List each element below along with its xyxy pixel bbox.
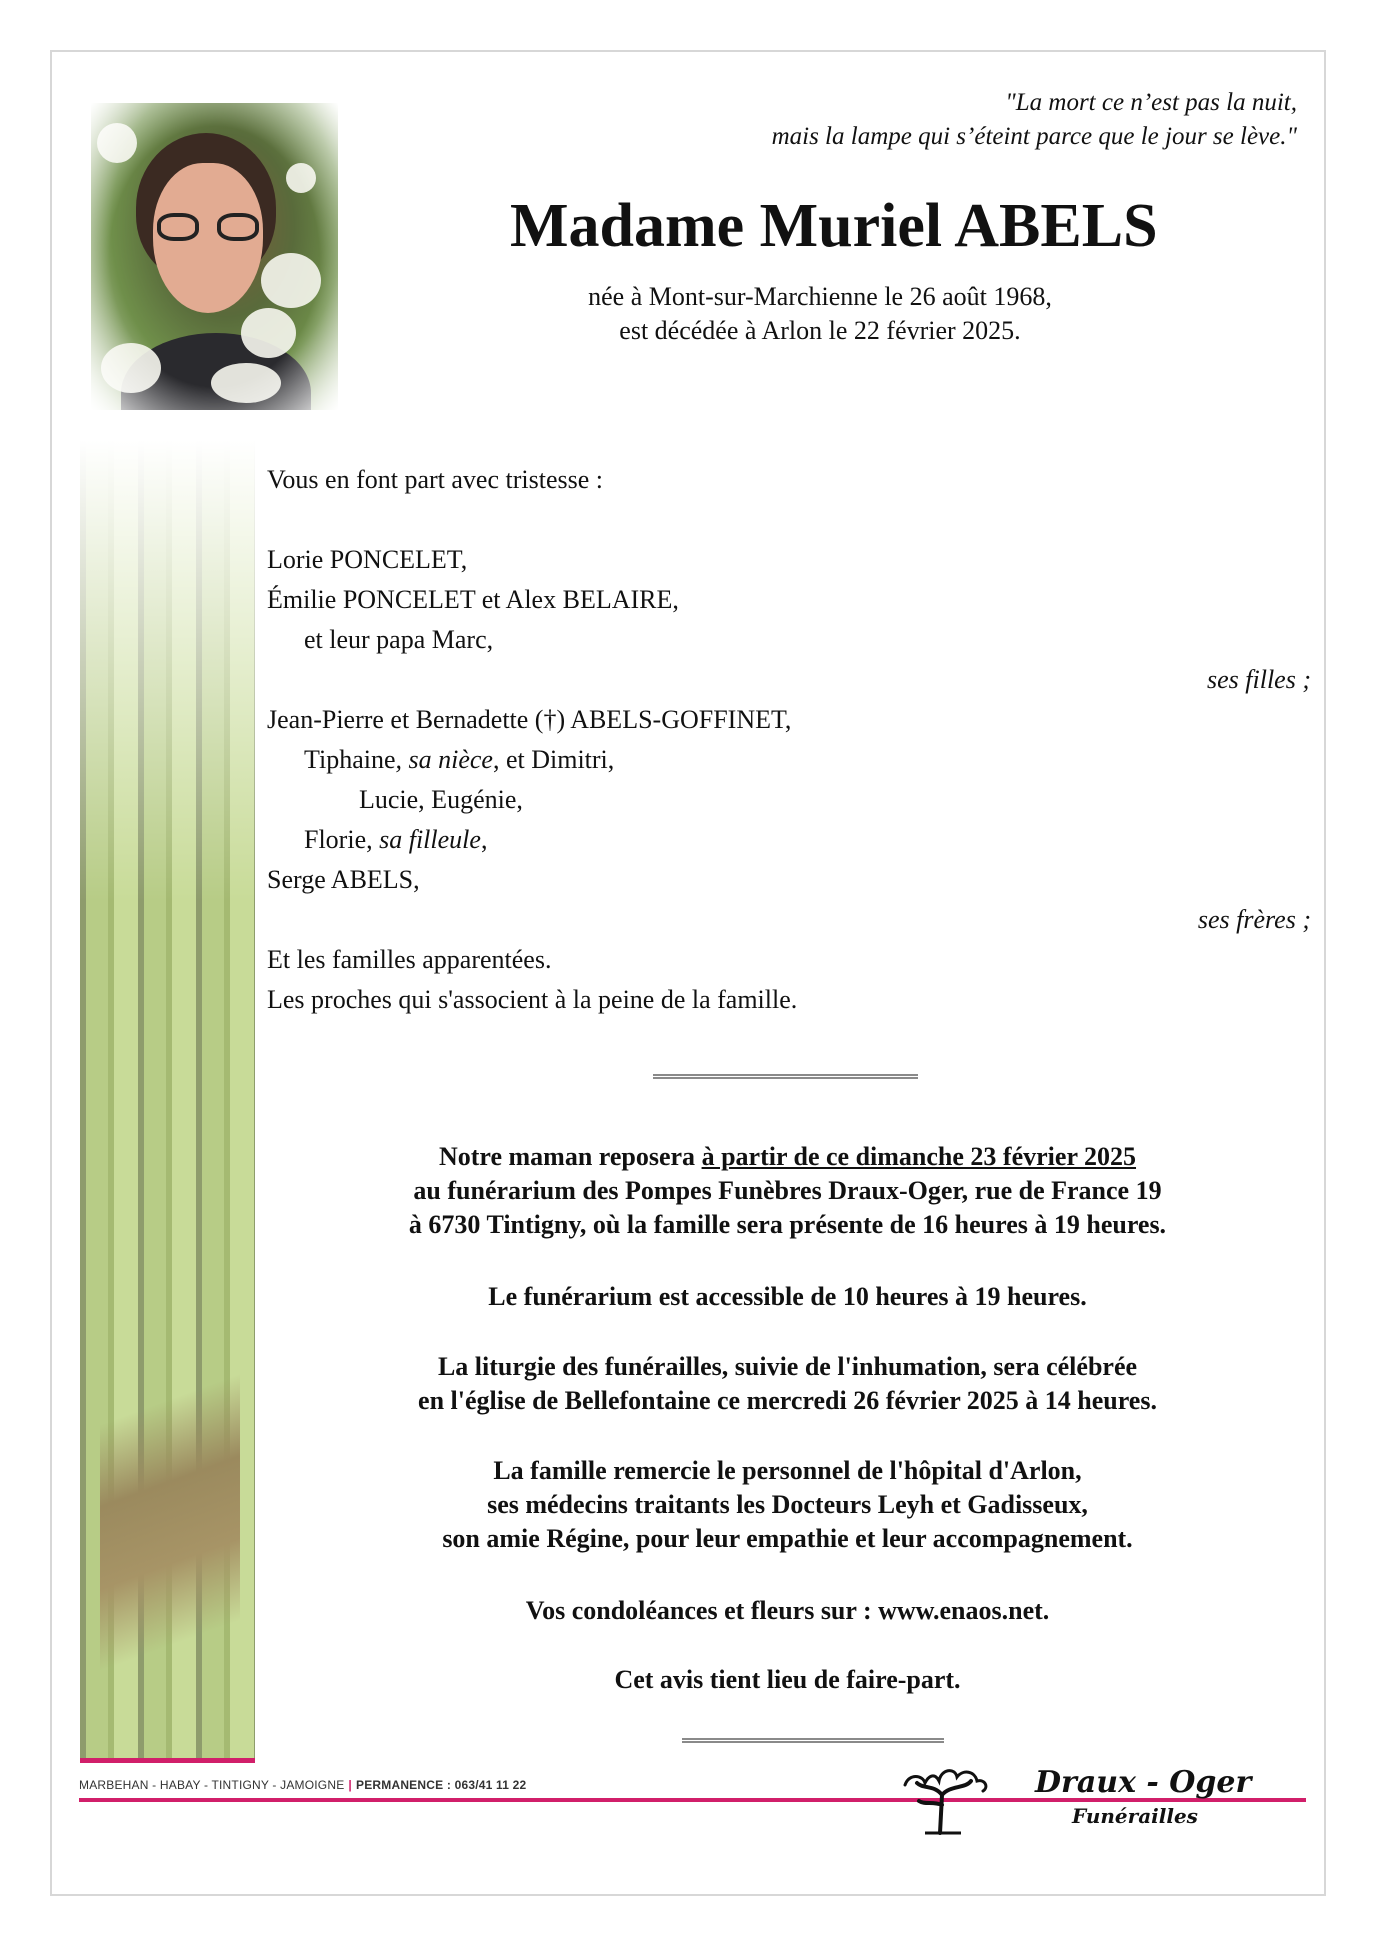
divider-2 <box>682 1738 944 1743</box>
visitation-date: à partir de ce dimanche 23 février 2025 <box>701 1142 1137 1171</box>
quote-line-1: "La mort ce n’est pas la nuit, <box>1005 89 1297 116</box>
family-line: et leur papa Marc, <box>304 625 494 654</box>
condolences-text: Vos condoléances et fleurs sur : www.enaos.net. <box>525 1596 1050 1625</box>
family-list-1 <box>267 540 679 660</box>
death-line: est décédée à Arlon le 22 février 2025. <box>619 316 1021 345</box>
quote-line-2: mais la lampe qui s’éteint parce que le jour se lève." <box>771 123 1297 150</box>
family-list-2 <box>267 700 791 900</box>
birth-death-info <box>520 280 1120 348</box>
intro-text: Vous en font part avec tristesse : <box>267 465 603 494</box>
forest-path-image <box>80 440 255 1758</box>
role-brothers: ses frères ; <box>1197 905 1311 934</box>
family-line: Lucie, Eugénie, <box>359 785 523 814</box>
divider-1 <box>653 1074 918 1079</box>
brand-subtitle: Funérailles <box>1072 1804 1198 1828</box>
epitaph-quote <box>772 86 1297 154</box>
notice-text: Cet avis tient lieu de faire-part. <box>614 1665 961 1694</box>
family-line: Tiphaine, sa nièce, et Dimitri, <box>304 745 615 774</box>
forest-accent-bar <box>80 1758 255 1763</box>
permanence-phone: PERMANENCE : 063/41 11 22 <box>355 1778 527 1792</box>
role-daughters: ses filles ; <box>1207 665 1311 694</box>
portrait-photo <box>91 103 338 410</box>
family-line: Serge ABELS, <box>267 865 420 894</box>
thanks-text: La famille remercie le personnel de l'hôpital d'Arlon, ses médecins traitants les Docteurs Leyh et Gadisseux, son amie Régine, pour leur empathie et leur accompagnement. <box>442 1456 1133 1553</box>
visitation-info: Notre maman reposera à partir de ce dimanche 23 février 2025 au funérarium des Pompes Funèbres Draux-Oger, rue de France 19 à 6730 Tintigny, où la famille sera présente de 16 heures à 19 heures. <box>408 1142 1167 1239</box>
brand-name: Draux - Oger <box>1035 1765 1252 1800</box>
family-line: Les proches qui s'associent à la peine de la famille. <box>267 985 798 1014</box>
family-line: Émilie PONCELET et Alex BELAIRE, <box>267 585 679 614</box>
funerarium-hours: Le funérarium est accessible de 10 heures à 19 heures. <box>488 1282 1087 1311</box>
family-list-3 <box>267 940 797 1020</box>
family-line: Florie, sa filleule, <box>304 825 488 854</box>
footer-locations: MARBEHAN - HABAY - TINTIGNY - JAMOIGNE | PERMANENCE : 063/41 11 22 <box>79 1778 527 1792</box>
liturgy-info: La liturgie des funérailles, suivie de l'inhumation, sera célébrée en l'église de Bellefontaine ce mercredi 26 février 2025 à 14 heures. <box>418 1352 1157 1415</box>
family-line: Jean-Pierre et Bernadette (†) ABELS-GOFFINET, <box>267 705 792 734</box>
tree-icon <box>895 1755 995 1835</box>
family-line: Et les familles apparentées. <box>267 945 552 974</box>
birth-line: née à Mont-sur-Marchienne le 26 août 1968, <box>588 282 1052 311</box>
deceased-name: Madame Muriel ABELS <box>510 192 1158 260</box>
family-line: Lorie PONCELET, <box>267 545 468 574</box>
